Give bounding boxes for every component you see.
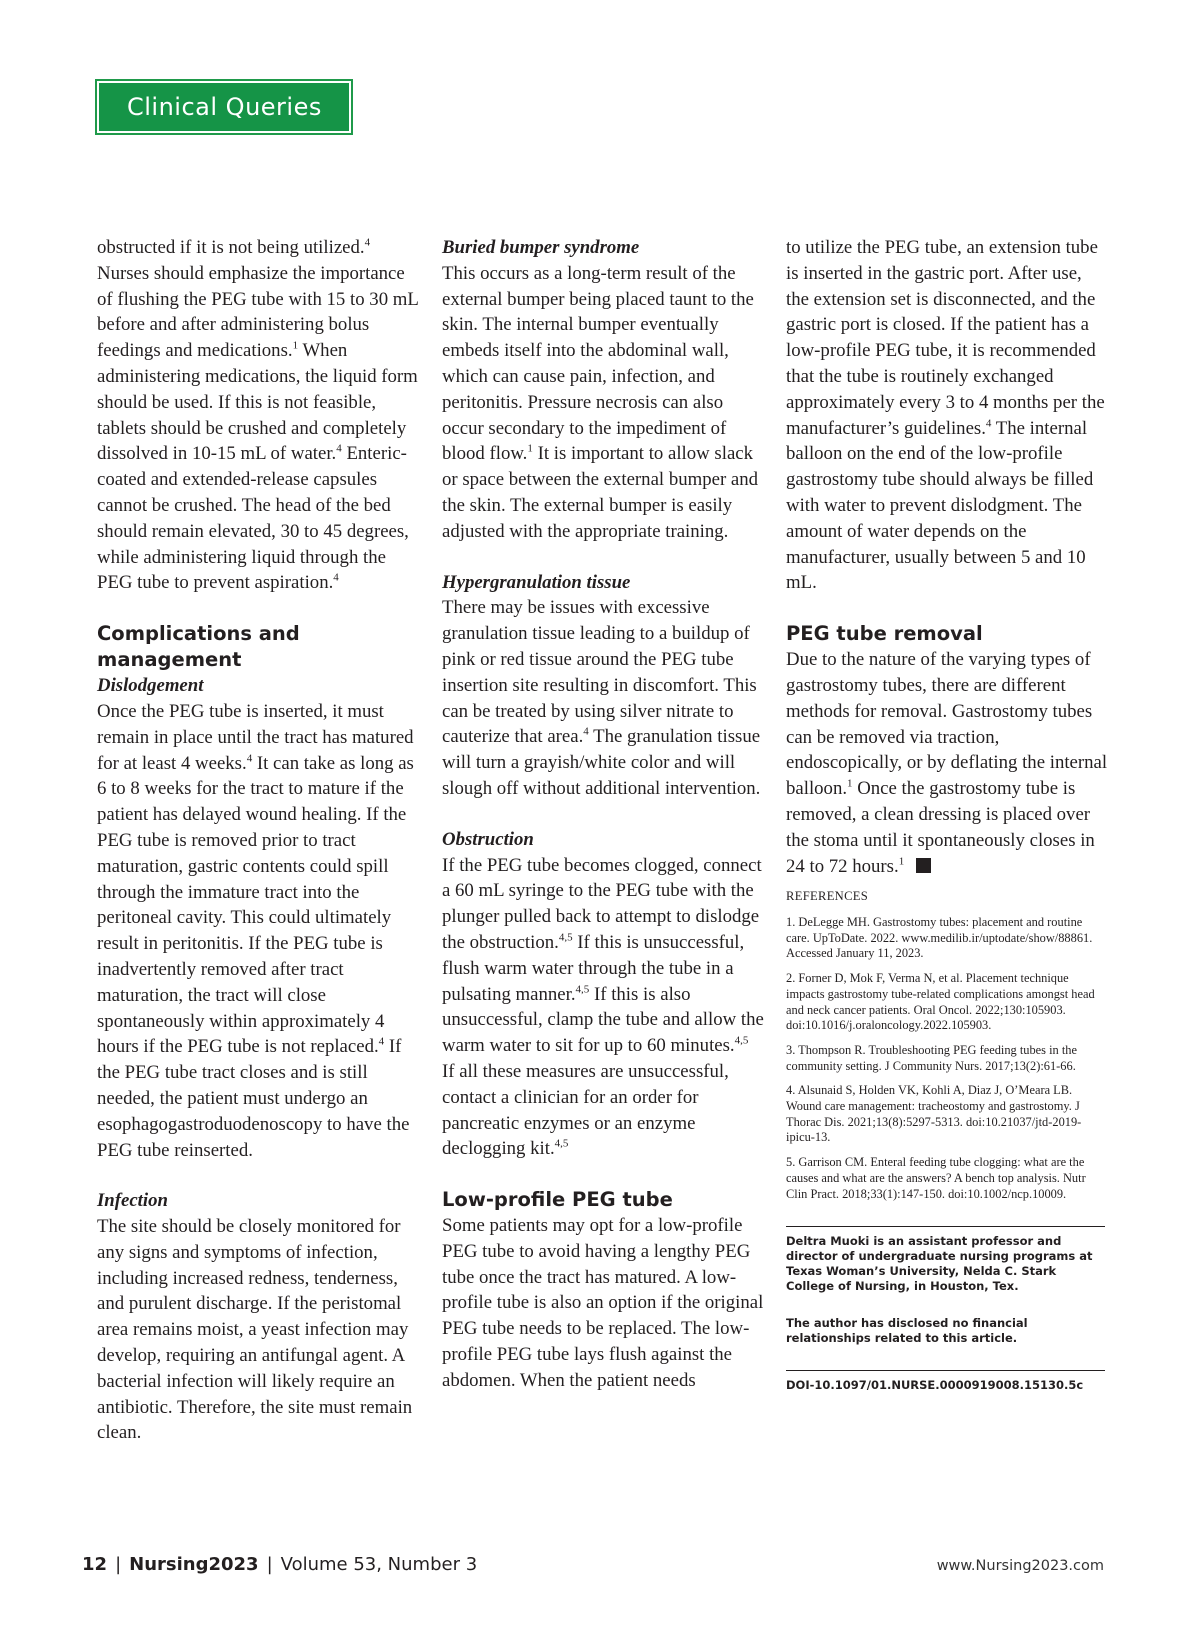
footer-separator: | [115,1554,122,1575]
subheading-buried-bumper: Buried bumper syndrome [442,237,640,258]
heading-peg-removal: PEG tube removal [786,622,983,646]
footer-separator: | [266,1554,273,1575]
divider [786,1370,1105,1371]
footer-left [82,1554,477,1575]
end-of-article-mark [916,858,931,873]
issue-info: Volume 53, Number 3 [280,1554,478,1575]
author-bio: Deltra Muoki is an assistant professor and director of undergraduate nursing programs at Texas Woman’s University, Nelda C. Stark College of Nursing, in Houston, Tex. [786,1234,1093,1294]
column-3 [786,235,1108,1393]
magazine-name: Nursing2023 [129,1554,259,1575]
section-banner [95,79,353,135]
divider [786,1226,1105,1227]
paragraph-hypergranulation: There may be issues with excessive granulation tissue leading to a buildup of pink or red tissue around the PEG tube insertion site resulting in discomfort. This can be treated by using silver nitrate to cauterize that area.$^4$ The granulation tissue will turn a grayish/white color and will slough off without additional intervention. [442,597,761,799]
heading-complications: Complications and management [97,622,300,672]
footer-website: www.Nursing2023.com [936,1558,1104,1574]
paragraph-flushing: obstructed if it is not being utilized.$^4$ Nurses should emphasize the importance of flushing the PEG tube with 15 to 30 mL before and after administering bolus feedings and medications.$^1$ When administering medications, the liquid form should be used. If this is not feasible, tablets should be crushed and completely dissolved in 10-15 mL of water.$^4$ Enteric-coated and extended-release capsules cannot be crushed. The head of the bed should remain elevated, 30 to 45 degrees, while administering liquid through the PEG tube to prevent aspiration.$^4$ [97,236,419,594]
subheading-dislodgement: Dislodgement [97,675,204,697]
paragraph-infection: The site should be closely monitored for any signs and symptoms of infection, including increased redness, tenderness, and purulent discharge. If the peristomal area remains moist, a yeast infection may develop, requiring an antifungal agent. A bacterial infection will likely require an antibiotic. Therefore, the site must remain clean. [97,1216,413,1444]
doi: DOI-10.1097/01.NURSE.0000919008.15130.5c [786,1378,1084,1393]
references-title: REFERENCES [786,889,869,904]
paragraph-obstruction: If the PEG tube becomes clogged, connect a 60 mL syringe to the PEG tube with the plunger pulled back to attempt to dislodge the obstruction.$^{4,5}$ If this is unsuccessful, flush warm water through the tube in a pulsating manner.$^{4,5}$ If this is also unsuccessful, clamp the tube and allow the warm water to sit for up to 60 minutes.$^{4,5}$ If all these measures are unsuccessful, contact a clinician for an order for pancreatic enzymes or an enzyme declogging kit.$^{4,5}$ [442,854,764,1160]
paragraph-dislodgement: Once the PEG tube is inserted, it must remain in place until the tract has matured for at least 4 weeks.$^4$ It can take as long as 6 to 8 weeks for the tract to mature if the patient has delayed wound healing. If the PEG tube is removed prior to tract maturation, gastric contents could spill through the immature tract into the peritoneal cavity. This could ultimately result in peritonitis. If the PEG tube is inadvertently removed after tract maturation, the tract will close spontaneously within approximately 4 hours if the PEG tube is not replaced.$^4$ If the PEG tube tract closes and is still needed, the patient must undergo an esophagogastroduodenoscopy to have the PEG tube reinserted. [97,700,414,1161]
reference-item: 3. Thompson R. Troubleshooting PEG feeding tubes in the community setting. J Community Nurs. 2017;13(2):61-66. [786,1042,1077,1073]
heading-low-profile: Low-profile PEG tube [442,1188,673,1212]
paragraph-low-profile-continued: to utilize the PEG tube, an extension tube is inserted in the gastric port. After use, the extension set is disconnected, and the gastric port is closed. If the patient has a low-profile PEG tube, it is recommended that the tube is routinely exchanged approximately every 3 to 4 months per the manufacturer’s guidelines.$^4$ The internal balloon on the end of the low-profile gastrostomy tube should always be filled with water to prevent dislodgment. The amount of water depends on the manufacturer, usually between 5 and 10 mL. [786,237,1105,594]
column-2 [442,235,764,1394]
disclosure-note: The author has disclosed no financial relationships related to this article. [786,1316,1028,1346]
section-banner-label: Clinical Queries [99,83,349,131]
paragraph-peg-removal: Due to the nature of the varying types of gastrostomy tubes, there are different methods for removal. Gastrostomy tubes can be removed via traction, endoscopically, or by deflating the internal balloon.$^1$ Once the gastrostomy tube is removed, a clean dressing is placed over the stoma until it spontaneously closes in 24 to 72 hours.$^1$ [786,649,1108,877]
subheading-infection: Infection [97,1190,168,1212]
paragraph-low-profile: Some patients may opt for a low-profile PEG tube to avoid having a lengthy PEG tube once the tract has matured. A low-profile tube is also an option if the original PEG tube needs to be replaced. The low-profile PEG tube lays flush against the abdomen. When the patient needs [442,1215,764,1391]
column-1 [97,235,419,1446]
reference-item: 2. Forner D, Mok F, Verma N, et al. Placement technique impacts gastrostomy tube-related complications amongst head and neck cancer patients. Oral Oncol. 2022;130:105903. doi:10.1016/j.oraloncology.2022.105903. [786,971,1095,1033]
reference-item: 4. Alsunaid S, Holden VK, Kohli A, Diaz J, O’Meara LB. Wound care management: tracheostomy and gastrostomy. J Thorac Dis. 2021;13(8):5297-5313. doi:10.21037/jtd-2019-ipicu-13. [786,1083,1082,1145]
subheading-hypergranulation: Hypergranulation tissue [442,571,631,593]
reference-item: 5. Garrison CM. Enteral feeding tube clogging: what are the causes and what are the answers? A bench top analysis. Nutr Clin Pract. 2018;33(1):147-150. doi:10.1002/ncp.10009. [786,1155,1086,1201]
references-section [786,889,1108,1202]
paragraph-buried-bumper: This occurs as a long-term result of the external bumper being placed taunt to the skin. The internal bumper eventually embeds itself into the abdominal wall, which can cause pain, infection, and peritonitis. Pressure necrosis can also occur secondary to the impediment of blood flow.$^1$ It is important to allow slack or space between the external bumper and the skin. The external bumper is easily adjusted with the appropriate training. [442,262,759,542]
reference-item: 1. DeLegge MH. Gastrostomy tubes: placement and routine care. UpToDate. 2022. www.medilib.ir/uptodate/show/88861. Accessed January 11, 2023. [786,915,1093,961]
subheading-obstruction: Obstruction [442,828,534,850]
page-number: 12 [82,1554,108,1575]
